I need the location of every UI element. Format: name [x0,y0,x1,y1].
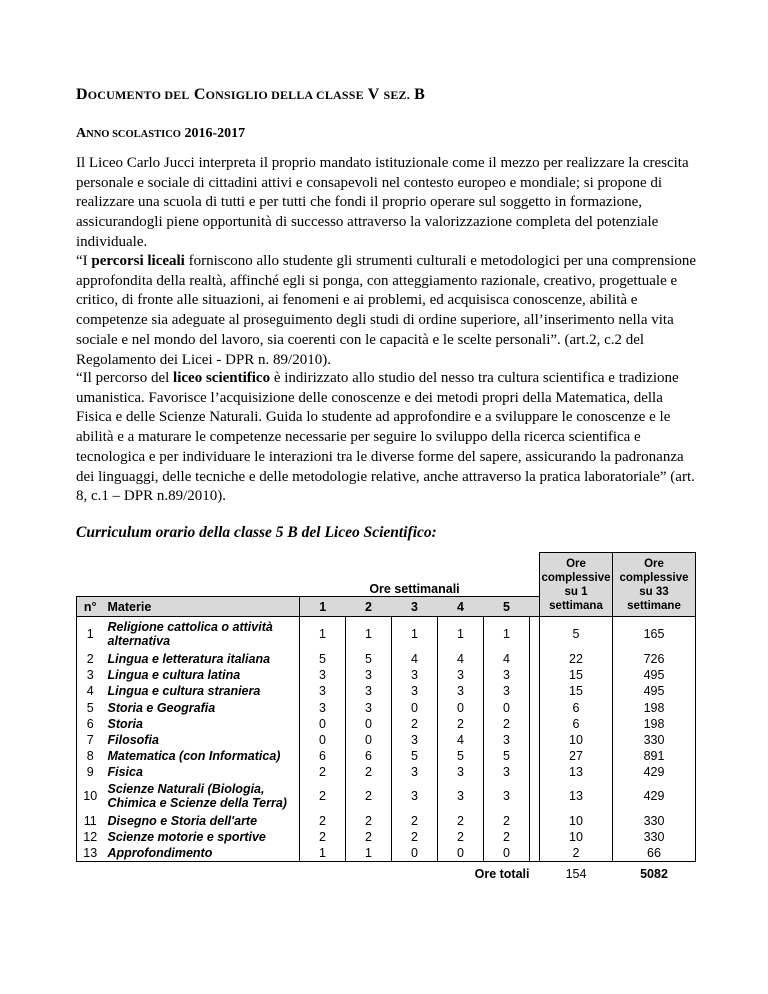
weekly-hours-year-1: 0 [300,732,346,748]
hours-33-weeks: 429 [613,764,696,780]
subject-name: Storia e Geografia [107,700,216,715]
weekly-hours-year-4: 3 [438,764,484,780]
year-3-header: 3 [392,597,438,617]
weekly-hours-year-4: 2 [438,829,484,845]
weekly-hours-year-5: 2 [484,813,530,829]
table-row [77,667,696,683]
year-1-header: 1 [300,597,346,617]
weekly-hours-year-1: 5 [300,651,346,667]
table-row [77,617,696,651]
weekly-hours-year-1: 0 [300,716,346,732]
hours-one-week: 15 [540,683,613,700]
table-row [77,748,696,764]
total-weekly-hours: 154 [565,866,587,881]
curriculum-section-title: Curriculum orario della classe 5 B del Liceo Scientifico: [76,524,437,541]
weekly-hours-year-3: 3 [392,732,438,748]
weekly-hours-year-4: 5 [438,748,484,764]
row-number: 7 [77,732,104,748]
subject-name: Disegno e Storia dell'arte [107,813,258,828]
hours-one-week: 15 [540,667,613,683]
weekly-hours-year-4: 3 [438,683,484,700]
row-number: 8 [77,748,104,764]
subject-name: Lingua e letteratura italiana [107,651,271,666]
weekly-hours-year-1: 2 [300,764,346,780]
weekly-hours-year-2: 3 [346,683,392,700]
weekly-hours-year-1: 1 [300,845,346,862]
scientifico-quote-paragraph: “Il percorso del liceo scientifico è indirizzato allo studio del nesso tra cultura scientifica e tradizione umanistica. Favorisce l’acquisizione delle conoscenze e dei metodi propri della Matematica, della Fisica e delle Scienze Naturali. Guida lo studente ad approfondire e a sviluppare le conoscenze e le abilità e a maturare le competenze necessarie per seguire lo sviluppo della ricerca scientifica e tecnologica e per individuare le interazioni tra le diverse forme del sapere, assicurando la padronanza dei linguaggi, delle tecniche e delle metodologie relative, anche attraverso la pratica laboratoriale” (art. 8, c.1 – DPR n.89/2010). [76,370,695,505]
weekly-hours-year-2: 6 [346,748,392,764]
weekly-hours-year-5: 0 [484,700,530,716]
hours-33-weeks: 891 [613,748,696,764]
spacer-cell [530,829,540,845]
weekly-hours-year-2: 3 [346,667,392,683]
weekly-hours-year-4: 4 [438,732,484,748]
hours-one-week: 27 [540,748,613,764]
spacer-cell [530,683,540,700]
col-materie-header: Materie [104,597,300,617]
hours-33-weeks: 330 [613,732,696,748]
ore-complessive-33-header: Ore complessive su 33 settimane [613,553,696,617]
weekly-hours-year-1: 2 [300,813,346,829]
weekly-hours-year-5: 2 [484,829,530,845]
subject-name: Filosofia [107,732,159,747]
weekly-hours-year-2: 2 [346,829,392,845]
weekly-hours-year-3: 3 [392,683,438,700]
totals-label: Ore totali [474,866,530,881]
weekly-hours-year-2: 2 [346,780,392,813]
row-number: 10 [77,780,104,813]
hours-one-week: 10 [540,732,613,748]
row-number: 2 [77,651,104,667]
intro-paragraph: Il Liceo Carlo Jucci interpreta il proprio mandato istituzionale come il mezzo per realizzare la crescita personale e sociale di cittadini attivi e consapevoli nel contesto europeo e mondiale; si propone di realizzare una scuola di tutti e per tutti che fondi il proprio operare sul soggetto in formazione, assicurandogli piene opportunità di successo attraverso la valorizzazione completa del potenziale individuale. [76,155,689,250]
year-5-header: 5 [484,597,530,617]
weekly-hours-year-5: 3 [484,764,530,780]
year-2-header: 2 [346,597,392,617]
spacer-cell [530,764,540,780]
col-n-header: n° [77,597,104,617]
row-number: 5 [77,700,104,716]
hours-33-weeks: 165 [613,617,696,651]
hours-one-week: 10 [540,829,613,845]
subject-name: Matematica (con Informatica) [107,748,281,763]
subject-name: Fisica [107,764,143,779]
totals-row [77,862,696,886]
weekly-hours-year-3: 3 [392,780,438,813]
weekly-hours-year-2: 3 [346,700,392,716]
weekly-hours-year-5: 0 [484,845,530,862]
row-number: 1 [77,617,104,651]
spacer-cell [530,732,540,748]
weekly-hours-year-3: 2 [392,829,438,845]
subject-name: Scienze motorie e sportive [107,829,266,844]
table-row [77,813,696,829]
hours-one-week: 5 [540,617,613,651]
hours-33-weeks: 198 [613,716,696,732]
hours-33-weeks: 330 [613,813,696,829]
hours-one-week: 6 [540,700,613,716]
weekly-hours-year-2: 1 [346,617,392,651]
ore-complessive-1-header: Ore complessive su 1 settimana [540,553,613,617]
spacer-cell [530,748,540,764]
weekly-hours-year-2: 0 [346,716,392,732]
row-number: 13 [77,845,104,862]
weekly-hours-year-2: 2 [346,764,392,780]
school-year: ANNO SCOLASTICO 2016-2017 [76,126,246,141]
row-number: 4 [77,683,104,700]
weekly-hours-year-4: 1 [438,617,484,651]
weekly-hours-year-1: 3 [300,700,346,716]
subject-name: Scienze Naturali (Biologia, Chimica e Scienze della Terra) [107,782,287,810]
weekly-hours-year-5: 3 [484,667,530,683]
weekly-hours-year-5: 3 [484,732,530,748]
hours-33-weeks: 726 [613,651,696,667]
hours-33-weeks: 495 [613,683,696,700]
subject-name: Religione cattolica o attività alternativa [107,619,273,648]
table-row [77,683,696,700]
weekly-hours-year-3: 3 [392,667,438,683]
weekly-hours-year-3: 0 [392,700,438,716]
weekly-hours-year-4: 0 [438,700,484,716]
subject-name: Approfondimento [104,845,300,862]
weekly-hours-year-2: 2 [346,813,392,829]
table-row [77,651,696,667]
licei-quote-paragraph: “I percorsi liceali forniscono allo studente gli strumenti culturali e metodologici per una comprensione approfondita della realtà, affinché egli si ponga, con atteggiamento razionale, creativo, progettuale e critico, di fronte alle situazioni, ai fenomeni e ai problemi, ed acquisisca conoscenze, abilità e competenze sia adeguate al proseguimento degli studi di ordine superiore, all’inserimento nella vita sociale e nel mondo del lavoro, sia coerenti con le capacità e le scelte personali”. (art.2, c.2 del Regolamento dei Licei - DPR n. 89/2010). [76,253,696,368]
row-number: 3 [77,667,104,683]
weekly-hours-year-1: 2 [300,780,346,813]
row-number: 9 [77,764,104,780]
spacer-cell [530,617,540,651]
weekly-hours-year-2: 1 [346,845,392,862]
table-row [77,700,696,716]
weekly-hours-year-5: 1 [484,617,530,651]
weekly-hours-year-5: 4 [484,651,530,667]
weekly-hours-year-5: 5 [484,748,530,764]
table-row [77,845,696,862]
document-title: DOCUMENTO DEL CONSIGLIO DELLA CLASSE V SEZ. B [76,86,426,103]
weekly-hours-year-1: 3 [300,667,346,683]
weekly-hours-year-3: 0 [392,845,438,862]
weekly-hours-year-5: 3 [484,683,530,700]
weekly-hours-year-5: 2 [484,716,530,732]
spacer-cell [530,813,540,829]
spacer-cell [530,651,540,667]
weekly-hours-year-4: 2 [438,813,484,829]
spacer-cell [530,667,540,683]
spacer-cell [530,780,540,813]
row-number: 11 [77,813,104,829]
row-number: 6 [77,716,104,732]
hours-33-weeks: 66 [613,845,696,862]
weekly-hours-year-1: 2 [300,829,346,845]
weekly-hours-year-3: 2 [392,813,438,829]
row-number: 12 [77,829,104,845]
spacer-cell [530,845,540,862]
weekly-hours-year-1: 3 [300,683,346,700]
weekly-hours-year-1: 6 [300,748,346,764]
table-row [77,732,696,748]
weekly-hours-year-3: 3 [392,764,438,780]
spacer-cell [530,700,540,716]
total-yearly-hours: 5082 [640,866,668,881]
hours-one-week: 13 [540,780,613,813]
hours-one-week: 22 [540,651,613,667]
weekly-hours-year-2: 0 [346,732,392,748]
weekly-hours-year-4: 4 [438,651,484,667]
spacer-cell [530,716,540,732]
table-row [77,764,696,780]
weekly-hours-year-2: 5 [346,651,392,667]
table-row [77,780,696,813]
subject-name: Storia [107,716,143,731]
table-row [77,829,696,845]
weekly-hours-year-3: 5 [392,748,438,764]
curriculum-table [76,552,696,886]
weekly-hours-year-4: 0 [438,845,484,862]
ore-settimanali-header: Ore settimanali [369,582,460,596]
hours-one-week: 6 [540,716,613,732]
hours-33-weeks: 495 [613,667,696,683]
table-row [77,716,696,732]
hours-one-week: 13 [540,764,613,780]
weekly-hours-year-4: 3 [438,667,484,683]
year-4-header: 4 [438,597,484,617]
hours-33-weeks: 330 [613,829,696,845]
hours-33-weeks: 429 [613,780,696,813]
subject-name: Lingua e cultura latina [107,667,241,682]
weekly-hours-year-3: 4 [392,651,438,667]
hours-33-weeks: 198 [613,700,696,716]
weekly-hours-year-1: 1 [300,617,346,651]
hours-one-week: 2 [540,845,613,862]
weekly-hours-year-3: 2 [392,716,438,732]
weekly-hours-year-4: 2 [438,716,484,732]
weekly-hours-year-3: 1 [392,617,438,651]
subject-name: Lingua e cultura straniera [107,684,261,698]
weekly-hours-year-5: 3 [484,780,530,813]
hours-one-week: 10 [540,813,613,829]
weekly-hours-year-4: 3 [438,780,484,813]
